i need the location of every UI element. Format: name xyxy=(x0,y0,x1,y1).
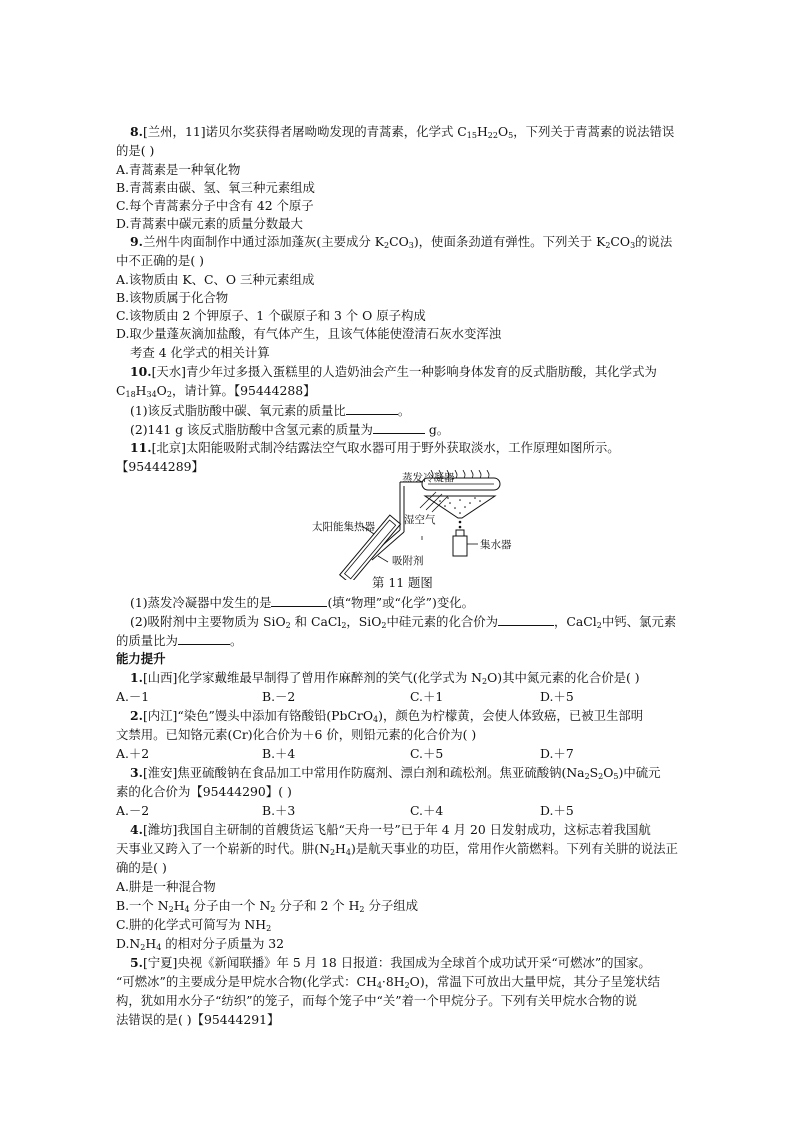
a3-option-a: A.－2 xyxy=(116,803,150,818)
q10-part1: (1)该反式脂肪酸中碳、氧元素的质量比 。 xyxy=(130,403,411,418)
a1-option-b: B.－2 xyxy=(262,689,296,704)
a3-stem-line1: 3.[淮安]焦亚硫酸钠在食品加工中常用作防腐剂、漂白剂和疏松剂。焦亚硫酸钠$(Na_2S_2O_5)$中硫元 xyxy=(130,765,661,781)
q11-part2-cont: 的质量比为 。 xyxy=(116,633,243,648)
q9-option-c: C.该物质由 2 个钾原子、1 个碳原子和 3 个 O 原子构成 xyxy=(116,308,426,323)
q9-option-a: A.该物质由 K、C、O 三种元素组成 xyxy=(116,272,315,287)
a2-option-a: A.＋2 xyxy=(116,746,150,761)
q9-option-b: B.该物质属于化合物 xyxy=(116,290,229,305)
a5-stem-line3: 构，犹如用水分子“纺织”的笼子，而每个笼子中“关”着一个甲烷分子。下列有关甲烷水合物的说 xyxy=(116,993,637,1008)
q10-stem-line1: 10.[天水]青少年过多摄入蛋糕里的人造奶油会产生一种影响身体发育的反式脂肪酸，其化学式为 xyxy=(130,364,657,379)
answer-blank[interactable] xyxy=(271,594,327,607)
label-adsorbent: 吸附剂 xyxy=(392,555,424,567)
a3-option-c: C.＋4 xyxy=(410,803,444,818)
a2-option-b: B.＋4 xyxy=(262,746,296,761)
answer-blank[interactable] xyxy=(346,402,398,415)
a3-option-d: D.＋5 xyxy=(540,803,574,818)
a2-option-c: C.＋5 xyxy=(410,746,444,761)
label-condenser: 蒸发冷凝器 xyxy=(402,472,455,484)
q8-option-b: B.青蒿素由碳、氢、氧三种元素组成 xyxy=(116,180,315,195)
a3-stem-line2: 素的化合价为【95444290】( ) xyxy=(116,784,292,799)
q8-stem-line2: 的是( ) xyxy=(116,143,155,158)
q9-option-d: D.取少量蓬灰滴加盐酸，有气体产生，且该气体能使澄清石灰水变浑浊 xyxy=(116,326,502,341)
answer-blank[interactable] xyxy=(178,632,230,645)
a1-option-d: D.＋5 xyxy=(540,689,574,704)
q10-stem-line2: $C_{18}H_{34}O_2$，请计算。【95444288】 xyxy=(116,383,316,399)
a4-stem-line3: 确的是( ) xyxy=(116,860,167,875)
q8-option-c: C.每个青蒿素分子中含有 42 个原子 xyxy=(116,198,314,213)
a4-stem-line1: 4.[潍坊]我国自主研制的首艘货运飞船“天舟一号”已于年 4 月 20 日发射成功，这标志着我国航 xyxy=(130,822,651,837)
answer-blank[interactable] xyxy=(498,613,554,626)
a5-stem-line1: 5.[宁夏]央视《新闻联播》年 5 月 18 日报道：我国成为全球首个成功试开采“可燃冰”的国家。 xyxy=(130,955,651,970)
label-solar-collector: 太阳能集热器 xyxy=(312,521,375,533)
label-water-collector: 集水器 xyxy=(480,539,512,551)
a4-option-c: C.肼的化学式可简写为 $NH_2$ xyxy=(116,917,272,933)
q11-code: 【95444289】 xyxy=(116,459,204,474)
a3-option-b: B.＋3 xyxy=(262,803,296,818)
a2-stem-line1: 2.[内江]“染色”馒头中添加有铬酸铅(PbCrO$_4$)，颜色为柠檬黄，会使人体致癌，已被卫生部明 xyxy=(130,708,644,724)
a4-option-a: A.肼是一种混合物 xyxy=(116,879,216,894)
q11-part1: (1)蒸发冷凝器中发生的是 (填“物理”或“化学”)变化。 xyxy=(130,595,474,610)
a1-option-c: C.＋1 xyxy=(410,689,444,704)
a4-stem-line2: 天事业又跨入了一个崭新的时代。肼$(N_2H_4)$是航天事业的功臣，常用作火箭燃料。下列有关肼的说法正 xyxy=(116,841,678,857)
q10-part2: (2)141 g 该反式脂肪酸中含氢元素的质量为 g。 xyxy=(130,422,450,437)
a5-stem-line2: “可燃冰”的主要成分是甲烷水合物(化学式：$CH_4\cdot 8H_2O$)，常温下可放出大量甲烷，其分子呈笼状结 xyxy=(116,974,661,990)
a1-stem: 1.[山西]化学家戴维最早制得了曾用作麻醉剂的笑气(化学式为 $N_2O$)其中氮元素的化合价是( ) xyxy=(130,670,640,686)
answer-blank[interactable] xyxy=(373,421,425,434)
a4-option-b: B.一个 $N_2H_4$ 分子由一个 $N_2$ 分子和 2 个 $H_2$ 分子组成 xyxy=(116,898,419,914)
q11-stem-line1: 11.[北京]太阳能吸附式制冷结露法空气取水器可用于野外获取淡水，工作原理如图所示。 xyxy=(130,440,620,455)
label-humid-air: 湿空气 xyxy=(404,514,436,526)
q8-option-d: D.青蒿素中碳元素的质量分数最大 xyxy=(116,216,303,231)
figure-caption: 第 11 题图 xyxy=(372,575,433,590)
a2-stem-line2: 文禁用。已知铬元素(Cr)化合价为＋6 价，则铅元素的化合价为( ) xyxy=(116,727,477,742)
a2-option-d: D.＋7 xyxy=(540,746,574,761)
ability-heading: 能力提升 xyxy=(116,651,166,666)
a1-option-a: A.－1 xyxy=(116,689,150,704)
a5-stem-line4: 法错误的是( )【95444291】 xyxy=(116,1012,280,1027)
q8-option-a: A.青蒿素是一种氧化物 xyxy=(116,162,241,177)
section-4-heading: 考查 4 化学式的相关计算 xyxy=(130,345,270,360)
q9-stem-line1: 9.兰州牛肉面制作中通过添加蓬灰(主要成分 $K_2CO_3$)，使面条劲道有弹性。下列关于 $K_2CO_3$的说法 xyxy=(130,234,673,250)
q8-stem-line1: 8.[兰州，11]诺贝尔奖获得者屠呦呦发现的青蒿素，化学式 $C_{15}H_{22}O_5$，下列关于青蒿素的说法错误 xyxy=(130,124,675,140)
q9-stem-line2: 中不正确的是( ) xyxy=(116,253,204,268)
a4-option-d: $D.N_2H_4$ 的相对分子质量为 32 xyxy=(116,936,285,952)
q11-part2: (2)吸附剂中主要物质为 SiO$_2$ 和 CaCl$_2$，SiO$_2$中硅元素的化合价为 ，CaCl$_2$中钙、氯元素 xyxy=(130,614,677,630)
